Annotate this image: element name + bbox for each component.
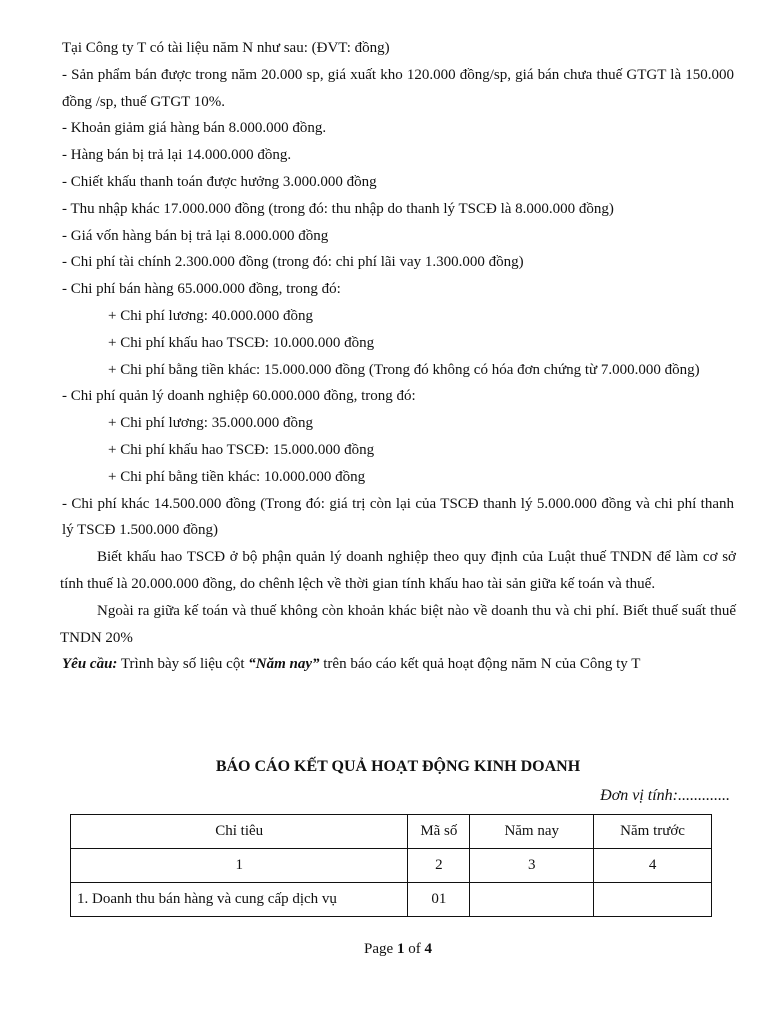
requirement-line (62, 651, 734, 678)
row-this-year[interactable] (470, 883, 594, 917)
admin-sub-salary: + Chi phí lương: 35.000.000 đồng (108, 415, 313, 432)
report-table (70, 814, 712, 917)
item-selling-cost: - Chi phí bán hàng 65.000.000 đồng, trong đó: (62, 281, 341, 298)
paragraph-depreciation: Biết khấu hao TSCĐ ở bộ phận quản lý doanh nghiệp theo quy định của Luật thuế TNDN để làm cơ sở tính thuế là 20.000.000 đồng, do chênh lệch về thời gian tính khấu hao tài sản giữa kế toán và thuế. (60, 549, 736, 592)
index-cell: 4 (594, 849, 712, 883)
header-last-year: Năm trước (594, 815, 712, 849)
item-sales: - Sản phẩm bán được trong năm 20.000 sp, giá xuất kho 120.000 đồng/sp, giá bán chưa thuế GTGT là 150.000 đồng /sp, thuế GTGT 10%. (62, 66, 734, 110)
exercise-text (62, 35, 734, 678)
requirement-label: Yêu cầu: (62, 656, 118, 673)
table-index-row (71, 849, 712, 883)
item-returns: - Hàng bán bị trả lại 14.000.000 đồng. (62, 147, 292, 164)
report-title: BÁO CÁO KẾT QUẢ HOẠT ĐỘNG KINH DOANH (215, 758, 581, 775)
item-other-income: - Thu nhập khác 17.000.000 đồng (trong đó: thu nhập do thanh lý TSCĐ là 8.000.000 đồng) (62, 200, 614, 217)
selling-sub-salary: + Chi phí lương: 40.000.000 đồng (108, 307, 313, 324)
selling-sub-depreciation: + Chi phí khấu hao TSCĐ: 10.000.000 đồng (108, 334, 375, 351)
row-indicator: 1. Doanh thu bán hàng và cung cấp dịch vụ (71, 883, 408, 917)
item-financial-cost: - Chi phí tài chính 2.300.000 đồng (trong đó: chi phí lãi vay 1.300.000 đồng) (62, 254, 524, 271)
header-this-year: Năm nay (470, 815, 594, 849)
item-admin-cost: - Chi phí quản lý doanh nghiệp 60.000.000 đồng, trong đó: (62, 388, 416, 405)
index-cell: 3 (470, 849, 594, 883)
item-discount: - Khoản giảm giá hàng bán 8.000.000 đồng. (62, 120, 327, 137)
paragraph-tax-rate: Ngoài ra giữa kế toán và thuế không còn khoản khác biệt nào về doanh thu và chi phí. Biết thuế suất thuế TNDN 20% (60, 602, 736, 646)
index-cell: 2 (408, 849, 470, 883)
row-code: 01 (408, 883, 470, 917)
intro-line: Tại Công ty T có tài liệu năm N như sau: (ĐVT: đồng) (62, 40, 390, 56)
table-header-row (71, 815, 712, 849)
item-other-cost: - Chi phí khác 14.500.000 đồng (Trong đó: giá trị còn lại của TSCĐ thanh lý 5.000.000 đồng và chi phí thanh lý TSCĐ 1.500.000 đồng) (62, 495, 734, 539)
footer-total-pages: 4 (424, 941, 432, 957)
unit-label: Đơn vị tính:............. (600, 787, 730, 804)
requirement-text-before: Trình bày số liệu cột (117, 656, 249, 673)
header-indicator: Chỉ tiêu (71, 815, 408, 849)
header-code: Mã số (408, 815, 470, 849)
footer-prefix: Page (364, 941, 397, 957)
selling-sub-other: + Chi phí bằng tiền khác: 15.000.000 đồng (Trong đó không có hóa đơn chứng từ 7.000.000 đồng) (108, 361, 700, 378)
requirement-quote: “Năm nay” (248, 656, 320, 673)
index-cell: 1 (71, 849, 408, 883)
table-row (71, 883, 712, 917)
admin-sub-other: + Chi phí bằng tiền khác: 10.000.000 đồng (108, 468, 366, 485)
requirement-text-after: trên báo cáo kết quả hoạt động năm N của Công ty T (319, 656, 641, 673)
page-footer (0, 941, 768, 958)
item-cogs-returned: - Giá vốn hàng bán bị trả lại 8.000.000 đồng (62, 227, 329, 244)
item-payment-discount: - Chiết khấu thanh toán được hưởng 3.000.000 đồng (62, 173, 377, 190)
footer-middle: of (404, 941, 425, 957)
footer-current-page: 1 (396, 941, 405, 957)
row-last-year[interactable] (594, 883, 712, 917)
admin-sub-depreciation: + Chi phí khấu hao TSCĐ: 15.000.000 đồng (108, 441, 375, 458)
